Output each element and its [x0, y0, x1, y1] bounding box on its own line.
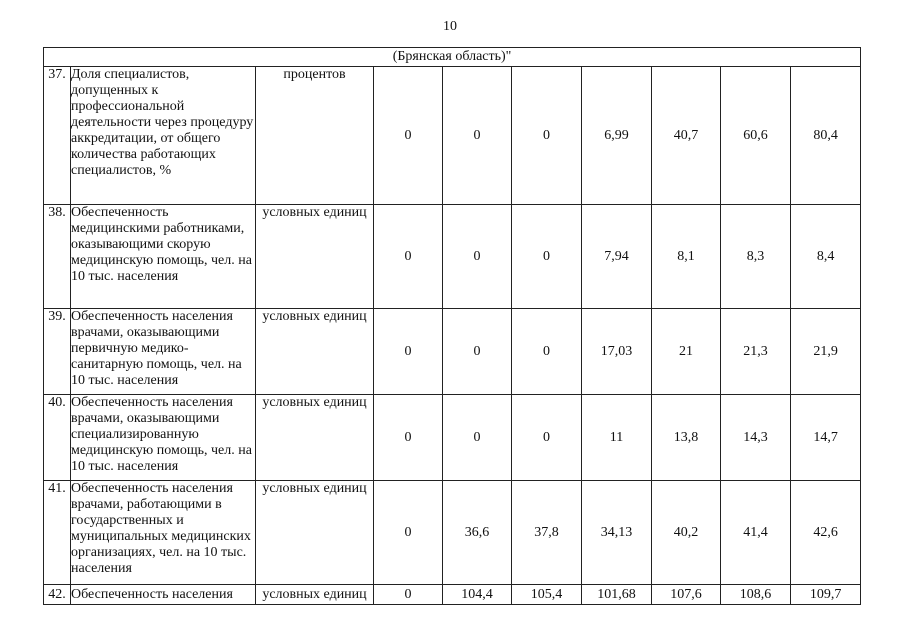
table-row	[44, 309, 861, 395]
table-region-header: (Брянская область)"	[44, 48, 861, 67]
value-cell: 11	[582, 395, 652, 481]
unit-of-measure: процентов	[256, 67, 374, 205]
page-number: 10	[443, 19, 457, 34]
value-cell: 0	[374, 67, 443, 205]
value-cell: 6,99	[582, 67, 652, 205]
value-cell: 0	[374, 481, 443, 585]
unit-of-measure: условных единиц	[256, 309, 374, 395]
value-cell: 0	[512, 395, 582, 481]
unit-of-measure: условных единиц	[256, 205, 374, 309]
value-cell: 17,03	[582, 309, 652, 395]
value-cell: 0	[512, 67, 582, 205]
table-row	[44, 67, 861, 205]
indicator-table	[43, 47, 861, 605]
row-number: 42.	[44, 585, 71, 605]
table-row	[44, 585, 861, 605]
table-row	[44, 205, 861, 309]
value-cell: 0	[443, 395, 512, 481]
value-cell: 60,6	[721, 67, 791, 205]
value-cell: 21	[652, 309, 721, 395]
value-cell: 104,4	[443, 585, 512, 605]
value-cell: 0	[512, 205, 582, 309]
value-cell: 0	[443, 309, 512, 395]
row-number: 37.	[44, 67, 71, 205]
indicator-name: Обеспеченность населения врачами, оказывающими первичную медико-санитарную помощь, чел. на 10 тыс. населения	[71, 309, 256, 395]
value-cell: 0	[374, 309, 443, 395]
value-cell: 42,6	[791, 481, 861, 585]
value-cell: 34,13	[582, 481, 652, 585]
unit-of-measure: условных единиц	[256, 585, 374, 605]
value-cell: 0	[374, 205, 443, 309]
value-cell: 40,2	[652, 481, 721, 585]
value-cell: 0	[374, 585, 443, 605]
indicator-name: Доля специалистов, допущенных к профессиональной деятельности через процедуру аккредитации, от общего количества работающих специалистов, %	[71, 67, 256, 205]
value-cell: 0	[512, 309, 582, 395]
value-cell: 80,4	[791, 67, 861, 205]
indicator-name: Обеспеченность населения врачами, работающими в государственных и муниципальных медицинских организациях, чел. на 10 тыс. населения	[71, 481, 256, 585]
row-number: 41.	[44, 481, 71, 585]
value-cell: 14,3	[721, 395, 791, 481]
value-cell: 8,4	[791, 205, 861, 309]
value-cell: 107,6	[652, 585, 721, 605]
row-number: 38.	[44, 205, 71, 309]
value-cell: 109,7	[791, 585, 861, 605]
row-number: 40.	[44, 395, 71, 481]
indicator-name: Обеспеченность населения врачами, оказывающими специализированную медицинскую помощь, чел. на 10 тыс. населения	[71, 395, 256, 481]
value-cell: 8,3	[721, 205, 791, 309]
value-cell: 21,3	[721, 309, 791, 395]
value-cell: 41,4	[721, 481, 791, 585]
value-cell: 37,8	[512, 481, 582, 585]
value-cell: 13,8	[652, 395, 721, 481]
value-cell: 105,4	[512, 585, 582, 605]
table-row	[44, 481, 861, 585]
value-cell: 7,94	[582, 205, 652, 309]
indicator-name: Обеспеченность медицинскими работниками, оказывающими скорую медицинскую помощь, чел. на 10 тыс. населения	[71, 205, 256, 309]
value-cell: 0	[374, 395, 443, 481]
table-row	[44, 395, 861, 481]
value-cell: 36,6	[443, 481, 512, 585]
value-cell: 0	[443, 205, 512, 309]
value-cell: 101,68	[582, 585, 652, 605]
row-number: 39.	[44, 309, 71, 395]
value-cell: 14,7	[791, 395, 861, 481]
unit-of-measure: условных единиц	[256, 481, 374, 585]
indicator-name: Обеспеченность населения	[71, 585, 256, 605]
value-cell: 8,1	[652, 205, 721, 309]
unit-of-measure: условных единиц	[256, 395, 374, 481]
value-cell: 40,7	[652, 67, 721, 205]
value-cell: 21,9	[791, 309, 861, 395]
value-cell: 0	[443, 67, 512, 205]
value-cell: 108,6	[721, 585, 791, 605]
